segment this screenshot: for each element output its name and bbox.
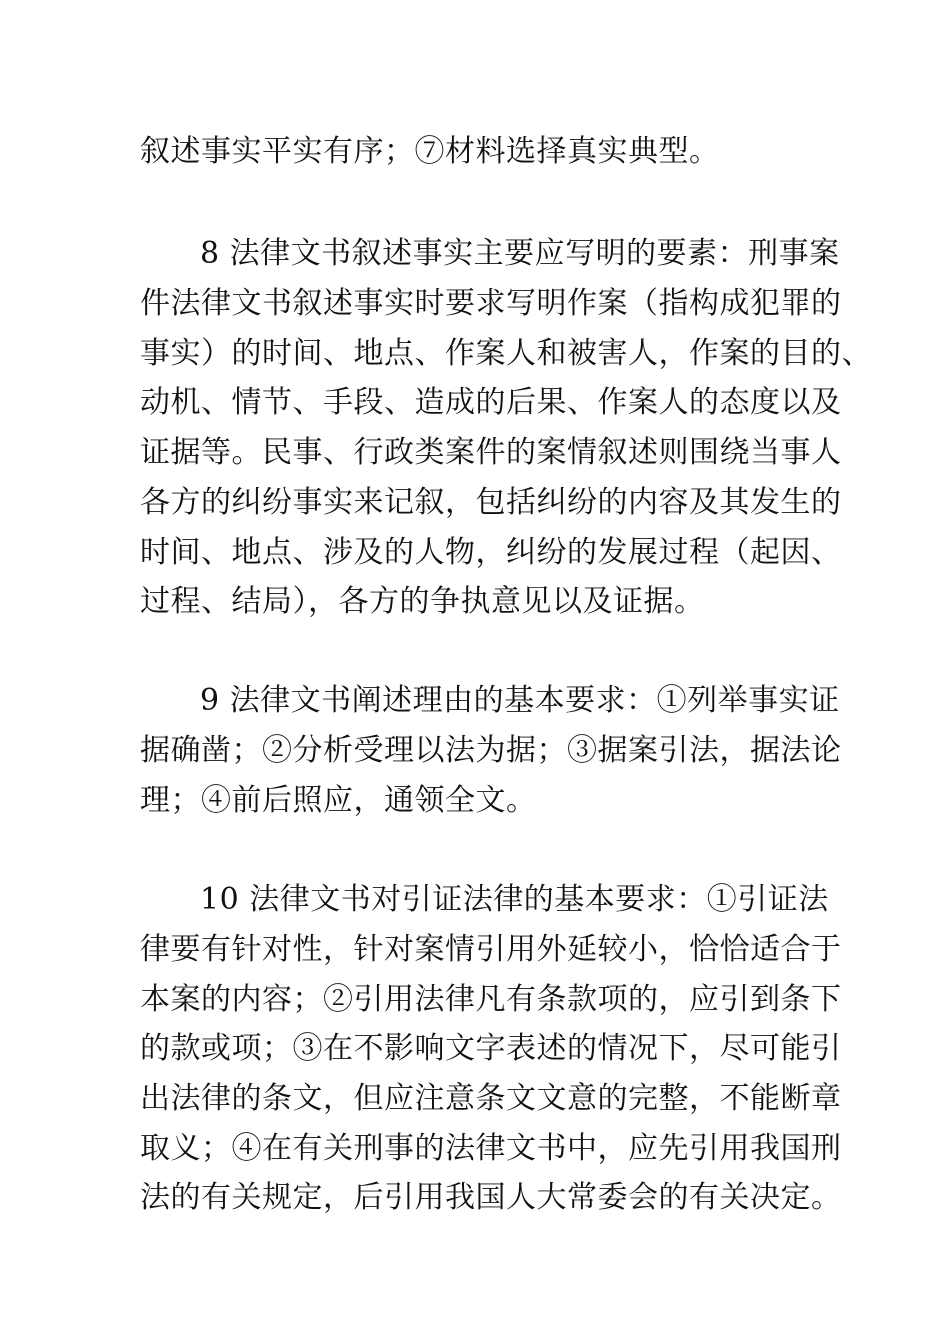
- paragraph-4-line-7: 法的有关规定，后引用我国人大常委会的有关决定。: [140, 1180, 842, 1215]
- paragraph-3-line-2: 据确凿；②分析受理以法为据；③据案引法，据法论: [140, 733, 842, 768]
- paragraph-2-line-3: 事实）的时间、地点、作案人和被害人，作案的目的、: [140, 336, 872, 371]
- paragraph-2-line-8: 过程、结局），各方的争执意见以及证据。: [140, 584, 705, 619]
- paragraph-4-line-2: 律要有针对性，针对案情引用外延较小，恰恰适合于: [140, 932, 842, 967]
- paragraph-2-line-7: 时间、地点、涉及的人物，纠纷的发展过程（起因、: [140, 535, 842, 570]
- paragraph-3-line-1: 9 法律文书阐述理由的基本要求：①列举事实证: [200, 683, 840, 718]
- paragraph-2-line-5: 证据等。民事、行政类案件的案情叙述则围绕当事人: [140, 435, 842, 470]
- paragraph-2-line-2: 件法律文书叙述事实时要求写明作案（指构成犯罪的: [140, 286, 842, 321]
- paragraph-4-line-6: 取义；④在有关刑事的法律文书中，应先引用我国刑: [140, 1131, 842, 1166]
- paragraph-4-line-1: 10 法律文书对引证法律的基本要求：①引证法: [200, 882, 829, 917]
- paragraph-2-line-4: 动机、情节、手段、造成的后果、作案人的态度以及: [140, 385, 842, 420]
- paragraph-4-line-5: 出法律的条文，但应注意条文文意的完整，不能断章: [140, 1081, 842, 1116]
- paragraph-4-line-4: 的款或项；③在不影响文字表述的情况下，尽可能引: [140, 1031, 842, 1066]
- paragraph-2-line-1: 8 法律文书叙述事实主要应写明的要素：刑事案: [200, 236, 840, 271]
- paragraph-3-line-3: 理；④前后照应，通领全文。: [140, 783, 537, 818]
- paragraph-2-line-6: 各方的纠纷事实来记叙，包括纠纷的内容及其发生的: [140, 485, 842, 520]
- paragraph-4-line-3: 本案的内容；②引用法律凡有条款项的，应引到条下: [140, 982, 842, 1017]
- paragraph-1-line-1: 叙述事实平实有序；⑦材料选择真实典型。: [140, 134, 720, 169]
